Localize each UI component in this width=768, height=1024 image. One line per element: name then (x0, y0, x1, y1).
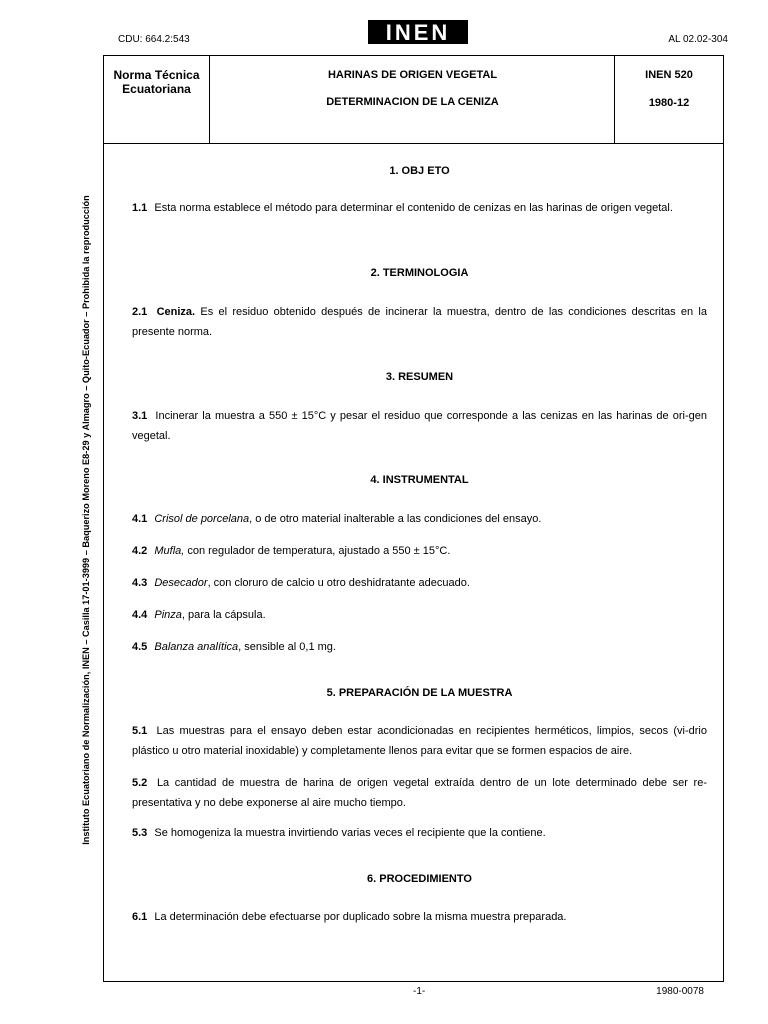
header-table (104, 56, 723, 144)
section-title: 5. PREPARACIÓN DE LA MUESTRA (326, 687, 513, 699)
paragraph-number: 5.2 (132, 777, 148, 789)
paragraph-number: 5.3 (132, 827, 148, 839)
paragraph-text: , para la cápsula. (181, 609, 266, 621)
footer-doc-code: 1980-0078 (656, 986, 704, 997)
paragraph (132, 773, 707, 813)
paragraph-text: La cantidad de muestra de harina de origen vegetal extraída dentro de un lote determinado debe ser re-presentativa y no debe exponerse al aire mucho tiempo. (132, 777, 707, 809)
paragraph-term: Balanza analítica (154, 641, 239, 653)
paragraph (132, 605, 707, 625)
norm-type-text: Norma Técnica Ecuatoriana (113, 68, 200, 96)
sidebar-notice-text: Instituto Ecuatoriano de Normalización, INEN – Casilla 17-01-3999 – Baquerizo Moreno E8-29 y Almagro – Quito-Ecuador – Prohibida la reproducción (81, 195, 91, 845)
paragraph-text: Se homogeniza la muestra invirtiendo varias veces el recipiente que la contiene. (154, 827, 546, 839)
paragraph-text: , con cloruro de calcio u otro deshidratante adecuado. (207, 577, 470, 589)
norm-year: 1980-12 (648, 97, 690, 109)
cdu-code: CDU: 664.2:543 (118, 34, 190, 45)
paragraph (132, 198, 707, 218)
paragraph-text: , o de otro material inalterable a las condiciones del ensayo. (249, 513, 542, 525)
paragraph-text: , sensible al 0,1 mg. (238, 641, 336, 653)
paragraph (132, 509, 707, 529)
paragraph-number: 4.1 (132, 513, 148, 525)
paragraph-number: 4.2 (132, 545, 148, 557)
paragraph-term: Desecador (154, 577, 208, 589)
section-title: 6. PROCEDIMIENTO (367, 873, 472, 885)
paragraph-term: Ceniza. (156, 306, 196, 318)
paragraph-text: Esta norma establece el método para determinar el contenido de cenizas en las harinas de origen vegetal. (154, 202, 673, 214)
section-title: 4. INSTRUMENTAL (370, 474, 469, 486)
paragraph-text: Es el residuo obtenido después de incinerar la muestra, dentro de las condiciones descritas en la presente norma. (132, 306, 707, 338)
paragraph-number: 4.4 (132, 609, 148, 621)
paragraph (132, 302, 707, 342)
page-frame (103, 55, 724, 982)
paragraph-number: 6.1 (132, 911, 148, 923)
document-code: AL 02.02-304 (668, 34, 728, 45)
section-title: 1. OBJ ETO (389, 165, 450, 177)
norm-number: INEN 520 (645, 69, 693, 81)
paragraph-number: 2.1 (132, 306, 148, 318)
paragraph-term: Mufla, (154, 545, 185, 557)
paragraph (132, 721, 707, 761)
paragraph (132, 907, 707, 927)
paragraph-number: 4.5 (132, 641, 148, 653)
paragraph-number: 3.1 (132, 410, 148, 422)
paragraph-text: La determinación debe efectuarse por duplicado sobre la misma muestra preparada. (154, 911, 567, 923)
doc-subtitle: DETERMINACION DE LA CENIZA (326, 96, 499, 108)
paragraph (132, 406, 707, 446)
paragraph-number: 4.3 (132, 577, 148, 589)
paragraph-text: Las muestras para el ensayo deben estar acondicionadas en recipientes herméticos, limpios, secos (vi-drio plástico u otro material inoxidable) y completamente llenos para evitar que se formen espacios de aire. (132, 725, 707, 757)
paragraph (132, 541, 707, 561)
paragraph-number: 5.1 (132, 725, 148, 737)
norm-type (104, 56, 210, 143)
inen-logo (368, 20, 468, 44)
section-title: 2. TERMINOLOGIA (370, 267, 469, 279)
paragraph-term: Crisol de porcelana (154, 513, 250, 525)
page-number: -1- (413, 986, 426, 997)
paragraph-text: Incinerar la muestra a 550 ± 15°C y pesar el residuo que corresponde a las cenizas en las harinas de ori-gen vegetal. (132, 410, 707, 442)
paragraph (132, 823, 707, 843)
paragraph-term: Pinza (154, 609, 182, 621)
norm-cell (615, 56, 723, 143)
title-cell (211, 56, 615, 143)
paragraph (132, 637, 707, 657)
paragraph-number: 1.1 (132, 202, 148, 214)
doc-title: HARINAS DE ORIGEN VEGETAL (327, 69, 498, 81)
paragraph (132, 573, 707, 593)
logo-text: INEN (385, 20, 451, 44)
section-title: 3. RESUMEN (385, 371, 454, 383)
paragraph-text: con regulador de temperatura, ajustado a 550 ± 15°C. (184, 545, 451, 557)
